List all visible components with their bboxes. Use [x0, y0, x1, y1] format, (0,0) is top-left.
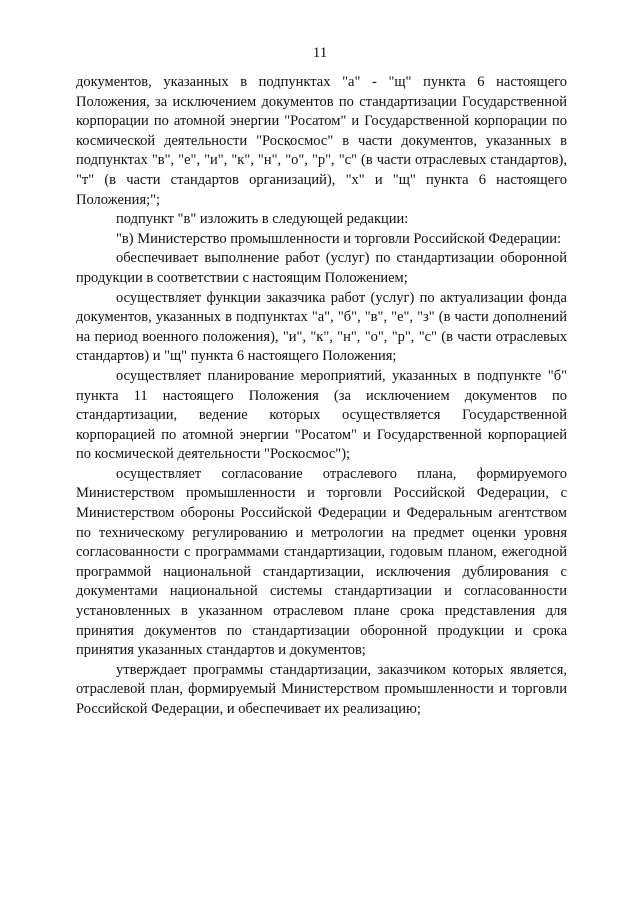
page-number: 11	[312, 45, 328, 61]
paragraph-approves-programs: утверждает программы стандартизации, заказчиком которых является, отраслевой план, формируемый Министерством промышленности и торговли Российской Федерации, и обеспечивает их реализацию;	[76, 661, 567, 717]
paragraph-customer-functions: осуществляет функции заказчика работ (услуг) по актуализации фонда документов, указанных в подпунктах "а", "б", "в", "е", "з" (в части дополнений на период военного положения), "и", "к", "н", "о", "р", "с" (в части отраслевых стандартов) и "щ" пункта 6 настоящего Положения;	[76, 289, 567, 365]
paragraph-planning: осуществляет планирование мероприятий, указанных в подпункте "б" пункта 11 настоящего Положения (за исключением документов по стандартизации, ведение которых осуществляется Государственной корпорацией по атомной энергии "Росатом" и Государственной корпорацией по космической деятельности "Роскосмос");	[76, 367, 567, 463]
document-body	[76, 73, 567, 720]
paragraph-continuation: документов, указанных в подпунктах "а" - "щ" пункта 6 настоящего Положения, за исключением документов по стандартизации Государственной корпорации по атомной энергии "Росатом" и Государственной корпорации по космической деятельности "Роскосмос" в части документов, указанных в подпунктах "в", "е", "и", "к", "н", "о", "р", "с" (в части отраслевых стандартов), "т" (в части стандартов организаций), "х" и "щ" пункта 6 настоящего Положения;";	[76, 74, 567, 208]
paragraph-ensures-works: обеспечивает выполнение работ (услуг) по стандартизации оборонной продукции в соответствии с настоящим Положением;	[76, 250, 567, 286]
paragraph-plan-approval: осуществляет согласование отраслевого плана, формируемого Министерством промышленности и торговли Российской Федерации, с Министерством обороны Российской Федерации и Федеральным агентством по техническому регулированию и метрологии на предмет оценки уровня согласованности с программами стандартизации, годовым планом, ежегодной программой национальной стандартизации, исключения дублирования с документами национальной системы стандартизации и согласованности установленных в указанном отраслевом плане срока представления для принятия документов по стандартизации оборонной продукции и срока принятия указанных стандартов и документов;	[76, 465, 567, 659]
paragraph-subpoint-v-heading: "в) Министерство промышленности и торговли Российской Федерации:	[116, 230, 562, 247]
paragraph-subpoint-instruction: подпункт "в" изложить в следующей редакции:	[116, 211, 409, 228]
